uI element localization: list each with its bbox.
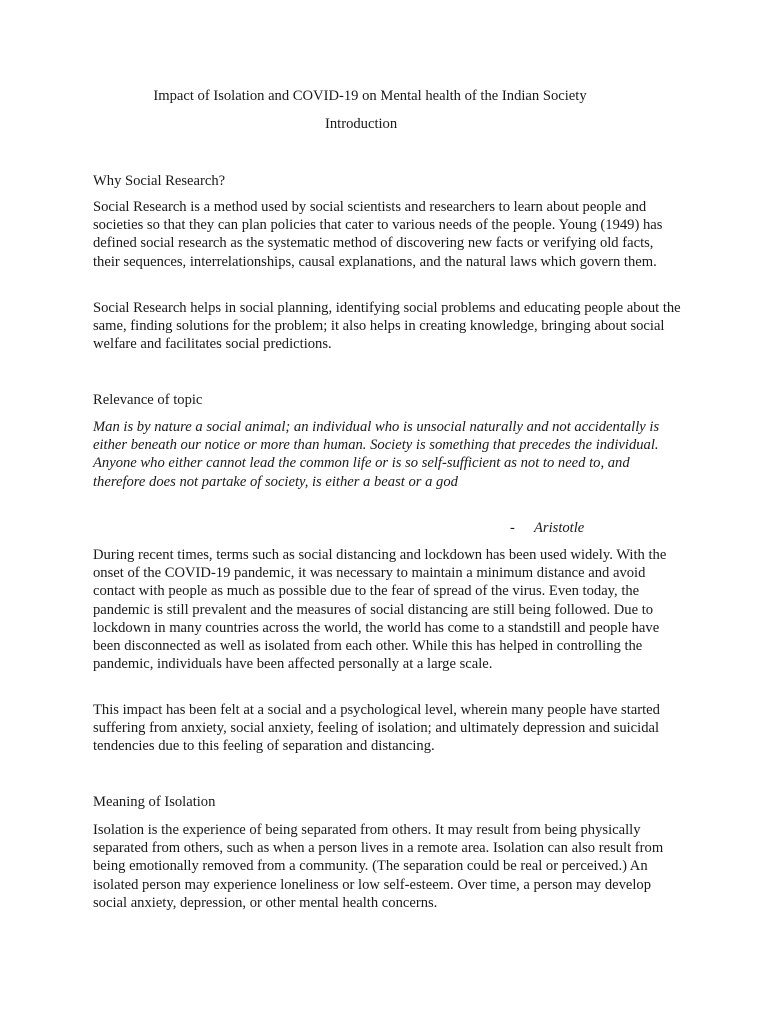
aristotle-quote: Man is by nature a social animal; an individual who is unsocial naturally and not accidentally is either beneath our notice or more than human. Society is something that precedes the individual. Anyone who either cannot lead the common life or is so self-sufficient as not to need to, and therefore does not partake of society, is either a beast or a god <box>93 419 660 490</box>
document-subtitle: Introduction <box>325 116 398 132</box>
attribution-author: Aristotle <box>534 520 585 536</box>
section-heading-why-social-research: Why Social Research? <box>93 173 226 189</box>
paragraph-psychological-impact: This impact has been felt at a social and a psychological level, wherein many people have started suffering from anxiety, social anxiety, feeling of isolation; and ultimately depression and suicidal tendencies due to this feeling of separation and distancing. <box>93 702 660 755</box>
quote-attribution <box>510 519 584 537</box>
attribution-dash: - <box>510 520 515 536</box>
paragraph-isolation-meaning: Isolation is the experience of being separated from others. It may result from being physically separated from others, such as when a person lives in a remote area. Isolation can also result from being emotionally removed from a community. (The separation could be real or perceived.) An isolated person may experience loneliness or low self-esteem. Over time, a person may develop social anxiety, depression, or other mental health concerns. <box>93 822 664 911</box>
section-heading-relevance-of-topic: Relevance of topic <box>93 392 203 408</box>
paragraph-social-distancing: During recent times, terms such as social distancing and lockdown has been used widely. With the onset of the COVID-19 pandemic, it was necessary to maintain a minimum distance and avoid contact with people as much as possible due to the fear of spread of the virus. Even today, the pandemic is still prevalent and the measures of social distancing are still being followed. Due to lockdown in many countries across the world, the world has come to a standstill and people have been disconnected as well as isolated from each other. While this has helped in controlling the pandemic, individuals have been affected personally at a large scale. <box>93 547 667 673</box>
section-heading-meaning-of-isolation: Meaning of Isolation <box>93 794 216 810</box>
document-title: Impact of Isolation and COVID-19 on Mental health of the Indian Society <box>153 88 587 104</box>
paragraph-social-research-uses: Social Research helps in social planning, identifying social problems and educating people about the same, finding solutions for the problem; it also helps in creating knowledge, bringing about social welfare and facilitates social predictions. <box>93 300 681 353</box>
paragraph-social-research-definition: Social Research is a method used by social scientists and researchers to learn about people and societies so that they can plan policies that cater to various needs of the people. Young (1949) has defined social research as the systematic method of discovering new facts or verifying old facts, their sequences, interrelationships, causal explanations, and the natural laws which govern them. <box>93 199 663 270</box>
